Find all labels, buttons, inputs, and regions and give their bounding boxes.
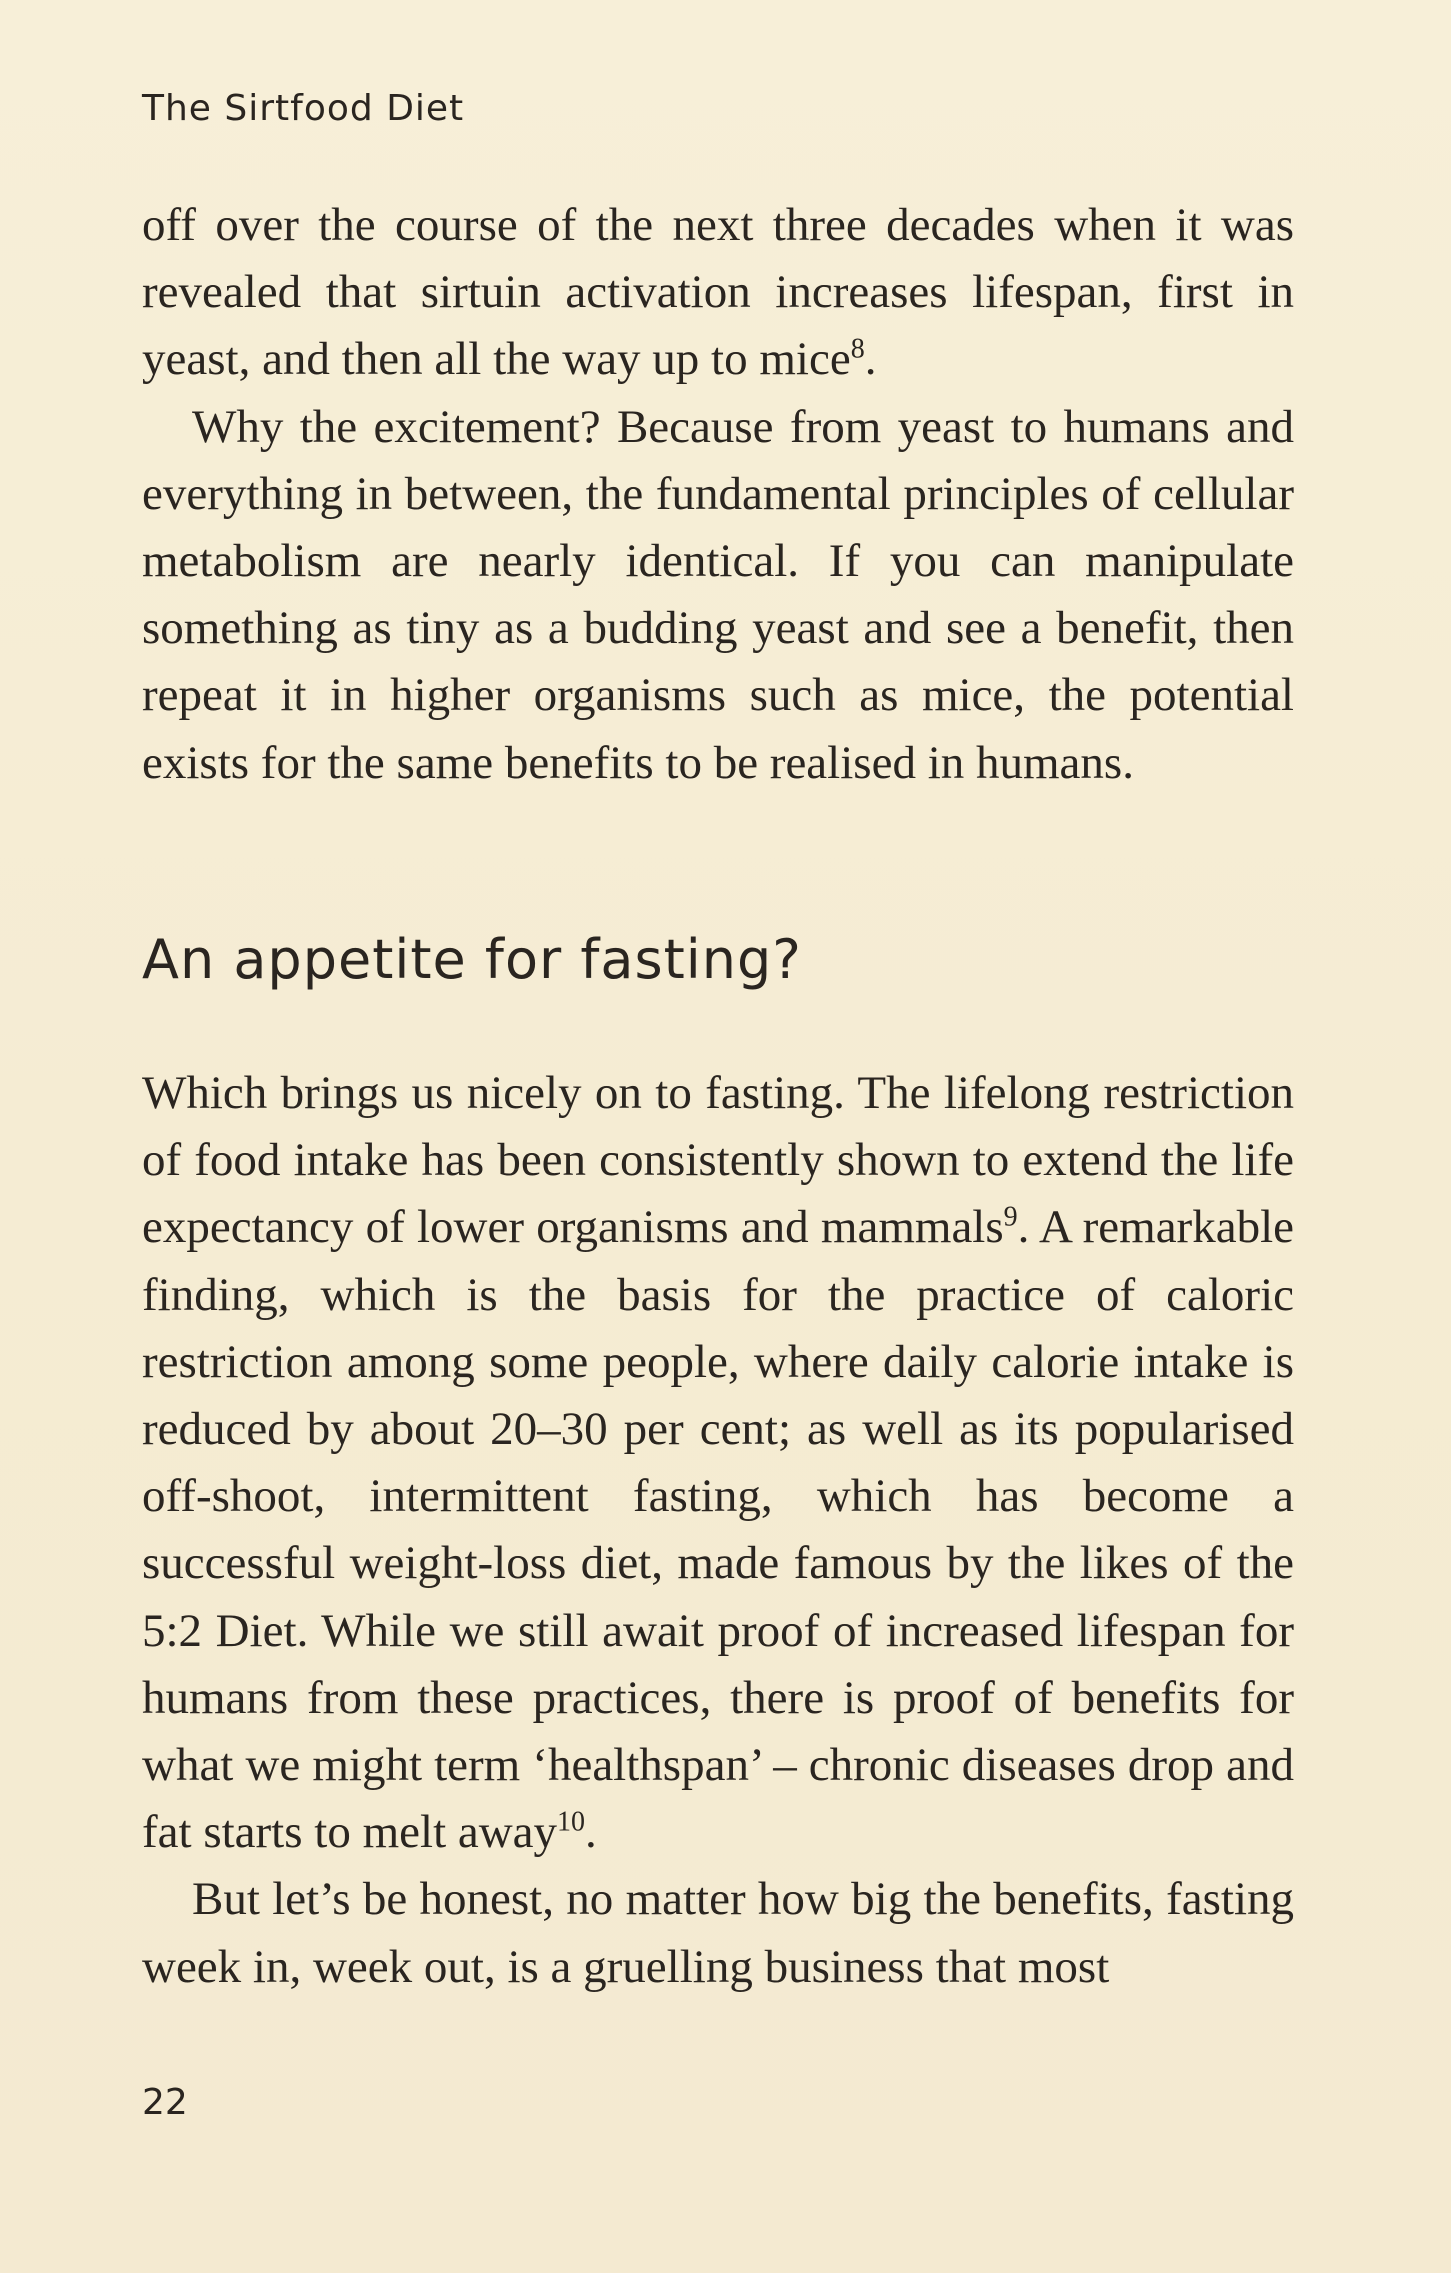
paragraph-text: . — [864, 333, 877, 386]
paragraph: Why the excitement? Because from yeast to humans and everything in between, the fundamental principles of cellular metabolism are nearly identical. If you can manipulate something as tiny as a budding yeast and see a benefit, then repeat it in higher organisms such as mice, the potential exists for the same benefits to be realised in humans. — [142, 400, 1294, 789]
paragraph — [142, 1060, 1294, 1866]
paragraph-text: . — [585, 1806, 597, 1859]
page-number: 22 — [142, 2082, 188, 2123]
footnote-ref: 9 — [1003, 1201, 1018, 1233]
running-head: The Sirtfood Diet — [142, 88, 465, 129]
section-1-text — [142, 192, 1294, 797]
paragraph — [142, 192, 1294, 394]
section-2-text — [142, 1060, 1294, 2001]
footnote-ref: 8 — [850, 333, 865, 365]
paragraph-text: . A remarkable finding, which is the basis for the practice of caloric restriction among some people, where daily calorie intake is reduced by about 20–30 per cent; as well as its popularised off-shoot, intermittent fasting, which has become a successful weight-loss diet, made famous by the likes of the 5:2 Diet. While we still await proof of increased lifespan for humans from these practices, there is proof of benefits for what we might term ‘healthspan’ – chronic diseases drop and fat starts to melt away — [142, 1201, 1294, 1859]
section-heading: An appetite for fasting? — [142, 928, 802, 991]
paragraph: But let’s be honest, no matter how big the benefits, fasting week in, week out, is a gruelling business that most — [142, 1873, 1294, 1993]
footnote-ref: 10 — [557, 1806, 586, 1838]
paragraph-text: off over the course of the next three decades when it was revealed that sirtuin activation increases lifespan, first in yeast, and then all the way up to mice — [142, 199, 1294, 386]
paragraph-text: Which brings us nicely on to fasting. The lifelong restriction of food intake has been consistently shown to extend the life expectancy of lower organisms and mammals — [142, 1067, 1294, 1254]
